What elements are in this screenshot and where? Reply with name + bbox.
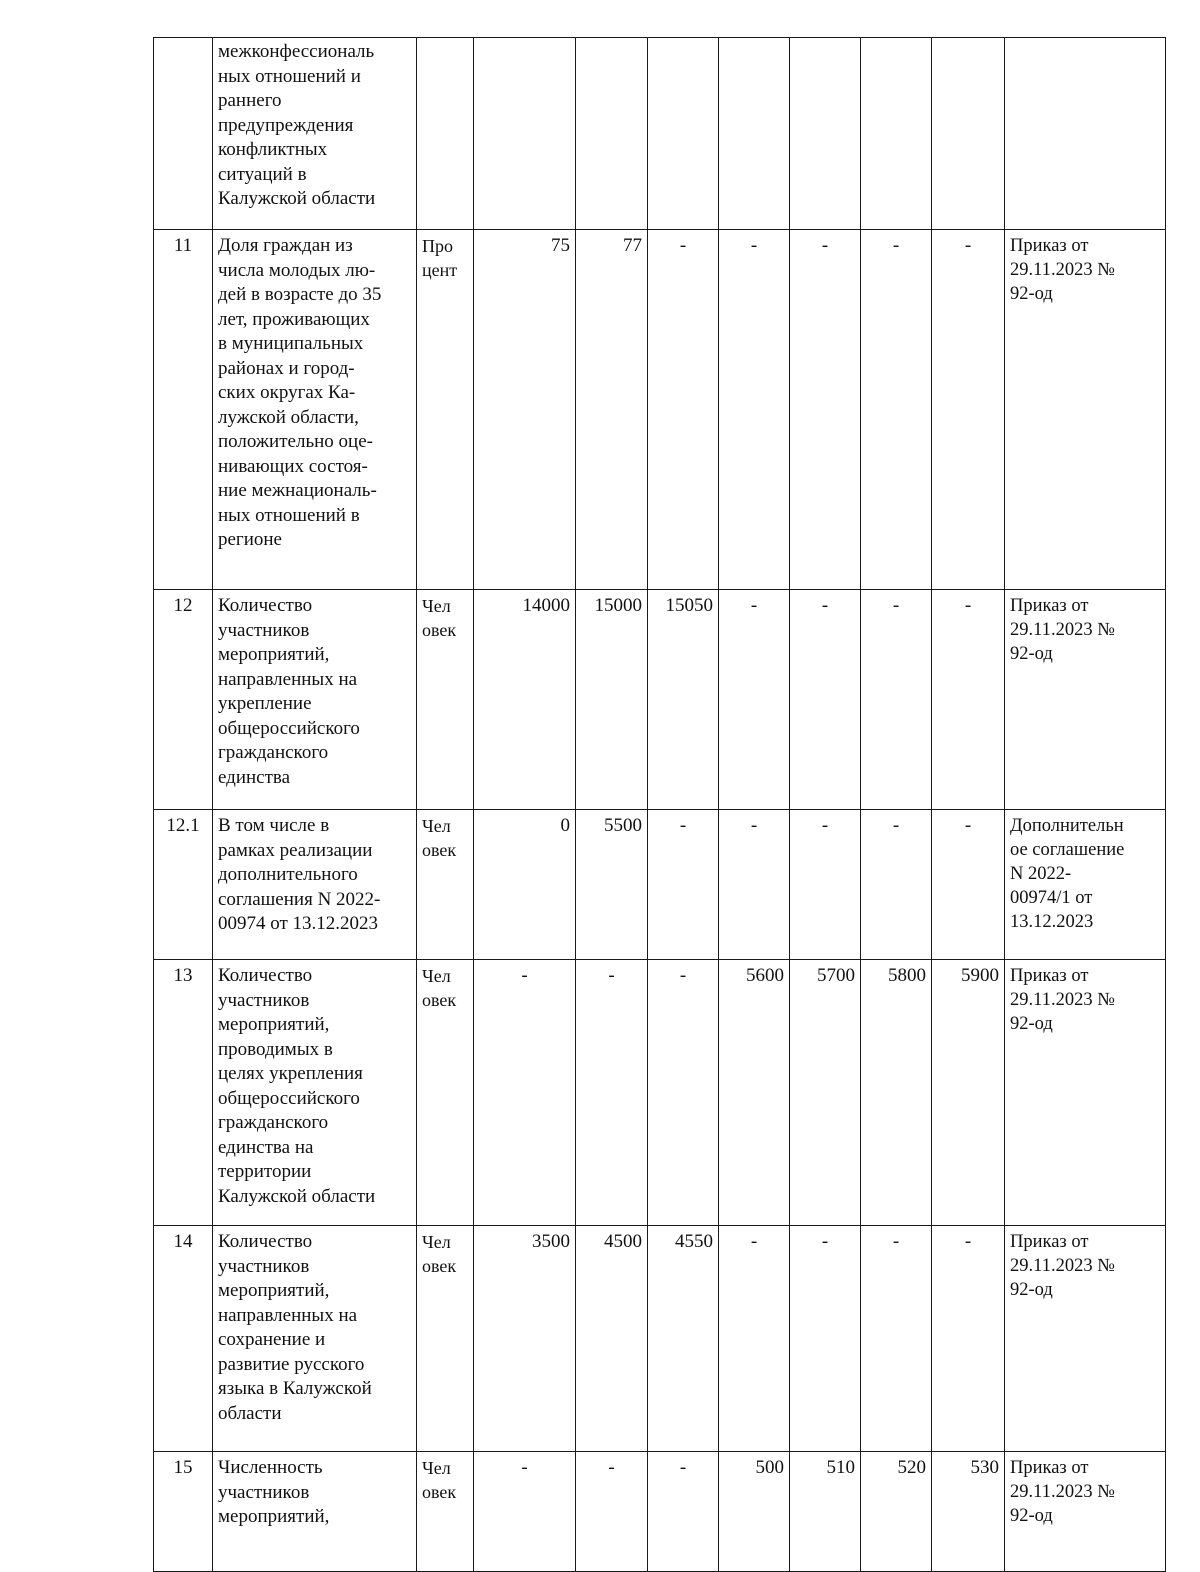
row-number: [154, 38, 213, 230]
value-cell-3: [648, 810, 719, 960]
indicator-name: [213, 230, 417, 590]
source-text: Дополнительн ое соглашение N 2022- 00974/1 от 13.12.2023: [1010, 816, 1125, 932]
value-cell-5: [790, 960, 861, 1226]
value-cell-6: [861, 960, 932, 1226]
value-cell-7: [932, 38, 1005, 230]
row-number: [154, 1226, 213, 1452]
value-text: -: [679, 235, 687, 256]
unit-of-measure: [417, 960, 474, 1226]
value-cell-6: [861, 38, 932, 230]
unit-text: Чел овек: [422, 596, 457, 640]
value-cell-1: [474, 1452, 576, 1572]
value-text: -: [679, 965, 687, 986]
row-number-text: 13: [173, 965, 193, 986]
row-number-text: 15: [173, 1457, 193, 1478]
row-number-text: 12: [173, 595, 193, 616]
table-row: [154, 590, 1166, 810]
table-row: [154, 38, 1166, 230]
indicator-name-text: Количество участников мероприятий, проводимых в целях укрепления общероссийского гражданского единства на территории Калужской области: [218, 965, 376, 1207]
value-cell-2: [576, 230, 648, 590]
value-cell-4: [719, 1452, 790, 1572]
value-cell-7: [932, 1452, 1005, 1572]
table-body: [154, 38, 1166, 1572]
value-text: 510: [826, 1457, 855, 1478]
value-cell-2: [576, 810, 648, 960]
row-number-text: 14: [173, 1231, 193, 1252]
table-row: [154, 810, 1166, 960]
value-cell-4: [719, 38, 790, 230]
unit-of-measure: [417, 590, 474, 810]
source-text: Приказ от 29.11.2023 № 92-од: [1010, 1458, 1115, 1526]
source-document: [1005, 810, 1166, 960]
value-text: -: [821, 1231, 829, 1252]
indicator-name-text: межконфессиональ ных отношений и раннего предупреждения конфликтных ситуаций в Калужской области: [218, 41, 376, 209]
unit-text: Чел овек: [422, 966, 457, 1010]
value-cell-4: [719, 810, 790, 960]
unit-text: Чел овек: [422, 816, 457, 860]
value-text: -: [821, 815, 829, 836]
value-text: -: [679, 815, 687, 836]
value-text: -: [892, 595, 900, 616]
table-row: [154, 230, 1166, 590]
value-cell-7: [932, 1226, 1005, 1452]
source-text: Приказ от 29.11.2023 № 92-од: [1010, 596, 1115, 664]
row-number: [154, 590, 213, 810]
value-cell-1: [474, 590, 576, 810]
unit-of-measure: [417, 38, 474, 230]
indicator-name: [213, 810, 417, 960]
value-cell-3: [648, 230, 719, 590]
value-text: 3500: [532, 1231, 570, 1252]
unit-of-measure: [417, 1226, 474, 1452]
value-cell-2: [576, 1452, 648, 1572]
value-text: -: [608, 1457, 615, 1478]
unit-of-measure: [417, 230, 474, 590]
value-cell-6: [861, 1452, 932, 1572]
value-cell-7: [932, 810, 1005, 960]
unit-text: Чел овек: [422, 1458, 457, 1502]
value-text: 0: [560, 815, 570, 836]
source-document: [1005, 230, 1166, 590]
value-text: -: [964, 235, 972, 256]
value-cell-1: [474, 960, 576, 1226]
value-text: 500: [755, 1457, 784, 1478]
value-text: 75: [551, 235, 570, 256]
value-cell-5: [790, 810, 861, 960]
value-text: -: [521, 1457, 528, 1478]
value-cell-3: [648, 590, 719, 810]
value-text: -: [608, 965, 615, 986]
value-cell-5: [790, 1452, 861, 1572]
value-cell-1: [474, 38, 576, 230]
value-cell-7: [932, 590, 1005, 810]
value-text: 530: [970, 1457, 999, 1478]
row-number: [154, 230, 213, 590]
source-text: Приказ от 29.11.2023 № 92-од: [1010, 966, 1115, 1034]
value-cell-3: [648, 1452, 719, 1572]
indicator-name-text: Количество участников мероприятий, направленных на укрепление общероссийского гражданского единства: [218, 595, 360, 788]
unit-text: Про цент: [422, 236, 458, 280]
row-number: [154, 810, 213, 960]
value-text: -: [750, 1231, 758, 1252]
value-text: -: [964, 815, 972, 836]
source-document: [1005, 1452, 1166, 1572]
value-text: -: [964, 1231, 972, 1252]
unit-text: Чел овек: [422, 1232, 457, 1276]
value-text: -: [892, 235, 900, 256]
value-cell-6: [861, 1226, 932, 1452]
value-cell-2: [576, 1226, 648, 1452]
value-cell-2: [576, 960, 648, 1226]
table-row: [154, 1452, 1166, 1572]
value-text: 5800: [888, 965, 926, 986]
indicators-table: [153, 37, 1166, 1572]
value-text: 14000: [522, 595, 570, 616]
value-text: -: [750, 815, 758, 836]
unit-of-measure: [417, 1452, 474, 1572]
indicator-name: [213, 590, 417, 810]
value-cell-7: [932, 230, 1005, 590]
indicator-name-text: Количество участников мероприятий, направленных на сохранение и развитие русского языка в Калужской области: [218, 1231, 372, 1424]
value-text: -: [964, 595, 972, 616]
indicator-name: [213, 960, 417, 1226]
value-cell-3: [648, 960, 719, 1226]
value-cell-3: [648, 38, 719, 230]
indicator-name: [213, 1452, 417, 1572]
row-number-text: 11: [173, 235, 193, 256]
value-text: 5900: [961, 965, 999, 986]
value-text: -: [750, 595, 758, 616]
source-document: [1005, 590, 1166, 810]
value-cell-6: [861, 590, 932, 810]
value-cell-4: [719, 230, 790, 590]
value-cell-5: [790, 590, 861, 810]
value-text: -: [521, 965, 528, 986]
source-text: Приказ от 29.11.2023 № 92-од: [1010, 236, 1115, 304]
value-cell-2: [576, 590, 648, 810]
value-cell-6: [861, 230, 932, 590]
indicator-name-text: В том числе в рамках реализации дополнительного соглашения N 2022- 00974 от 13.12.2023: [218, 815, 381, 934]
value-cell-5: [790, 38, 861, 230]
value-text: 77: [623, 235, 642, 256]
value-text: 5700: [817, 965, 855, 986]
value-cell-6: [861, 810, 932, 960]
value-text: -: [821, 595, 829, 616]
row-number-text: 12.1: [166, 815, 200, 836]
unit-of-measure: [417, 810, 474, 960]
value-text: 4500: [604, 1231, 642, 1252]
value-cell-2: [576, 38, 648, 230]
indicator-name: [213, 1226, 417, 1452]
source-document: [1005, 1226, 1166, 1452]
value-text: -: [892, 1231, 900, 1252]
source-document: [1005, 38, 1166, 230]
value-cell-1: [474, 1226, 576, 1452]
value-cell-5: [790, 1226, 861, 1452]
indicator-name-text: Численность участников мероприятий,: [218, 1457, 330, 1527]
row-number: [154, 960, 213, 1226]
source-text: Приказ от 29.11.2023 № 92-од: [1010, 1232, 1115, 1300]
value-cell-5: [790, 230, 861, 590]
table-row: [154, 1226, 1166, 1452]
value-cell-4: [719, 960, 790, 1226]
value-cell-7: [932, 960, 1005, 1226]
value-cell-4: [719, 590, 790, 810]
table-row: [154, 960, 1166, 1226]
source-document: [1005, 960, 1166, 1226]
value-text: 520: [897, 1457, 926, 1478]
indicator-name-text: Доля граждан из числа молодых лю- дей в возрасте до 35 лет, проживающих в муниципальных районах и город- ских округах Ка- лужской области, положительно оце- нивающих состоя- ние межнациональ- ных отношений в регионе: [218, 235, 382, 550]
value-text: -: [892, 815, 900, 836]
value-cell-3: [648, 1226, 719, 1452]
value-cell-1: [474, 810, 576, 960]
row-number: [154, 1452, 213, 1572]
value-text: 4550: [675, 1231, 713, 1252]
value-cell-4: [719, 1226, 790, 1452]
indicator-name: [213, 38, 417, 230]
value-text: -: [750, 235, 758, 256]
value-text: -: [679, 1457, 687, 1478]
value-text: 5600: [746, 965, 784, 986]
value-text: 15050: [665, 595, 713, 616]
value-text: 5500: [604, 815, 642, 836]
value-cell-1: [474, 230, 576, 590]
value-text: -: [821, 235, 829, 256]
value-text: 15000: [594, 595, 642, 616]
